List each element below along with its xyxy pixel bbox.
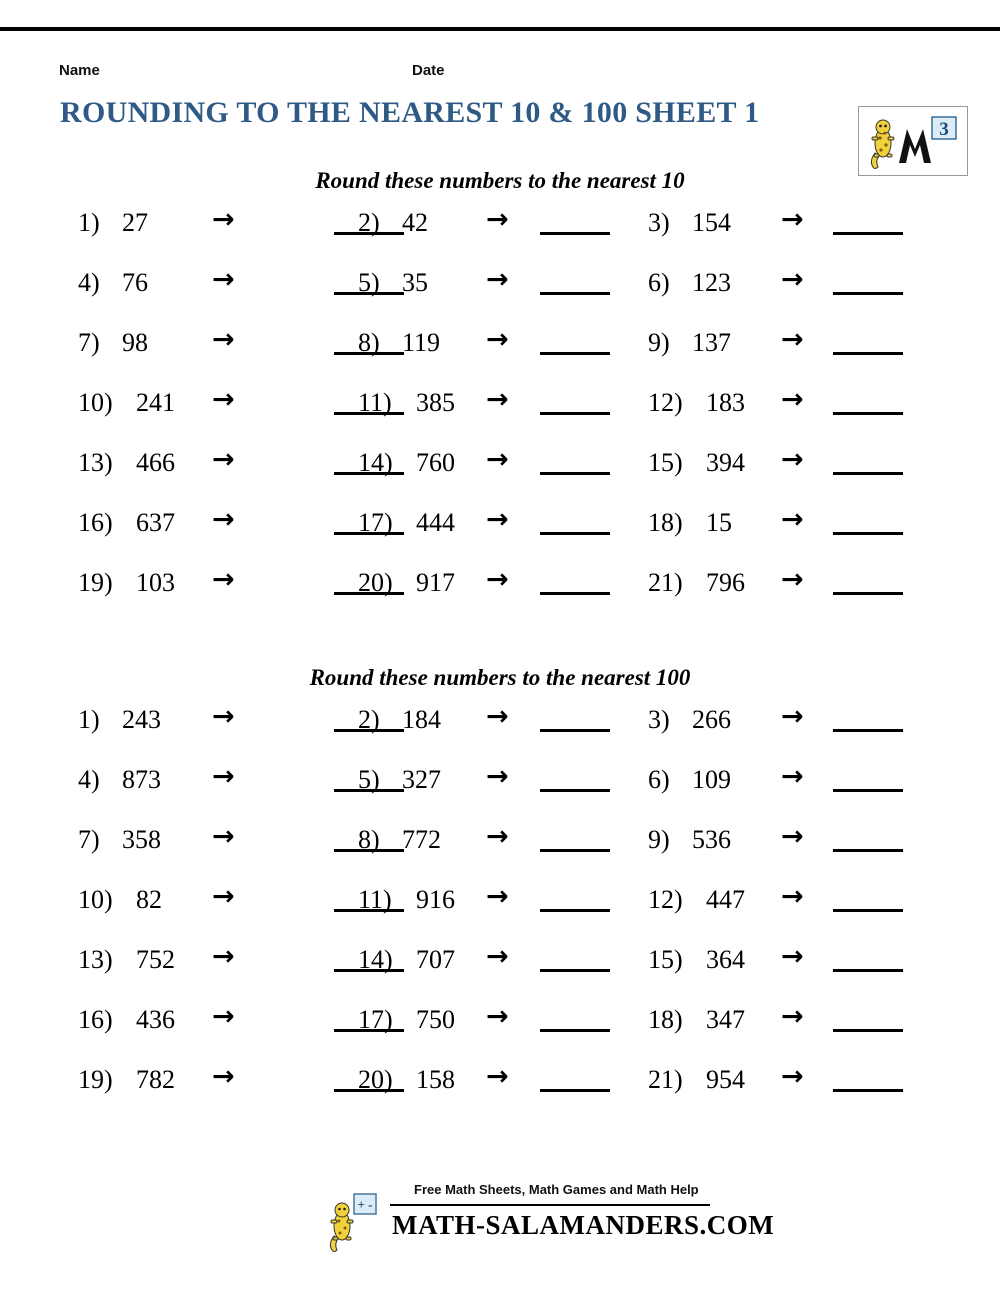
question-text: 3) xyxy=(648,705,670,734)
arrow-icon: → xyxy=(781,324,804,355)
question-value: 750 xyxy=(416,1005,455,1034)
question-value: 103 xyxy=(136,568,175,597)
arrow-icon: → xyxy=(486,204,509,235)
footer-tagline: Free Math Sheets, Math Games and Math Help xyxy=(414,1182,699,1197)
question-value: 15 xyxy=(706,508,732,537)
arrow-icon: → xyxy=(486,384,509,415)
arrow-icon: → xyxy=(781,1061,804,1092)
table-row xyxy=(0,562,1000,622)
question-value: 364 xyxy=(706,945,745,974)
table-row xyxy=(0,879,1000,939)
question-value: 123 xyxy=(692,268,731,297)
arrow-icon: → xyxy=(212,1001,235,1032)
math-salamanders-logo-icon xyxy=(859,107,965,173)
question-text: 21) xyxy=(648,1065,683,1094)
table-row xyxy=(0,999,1000,1059)
question-text: 10) xyxy=(78,885,113,914)
answer-blank[interactable] xyxy=(540,592,610,595)
arrow-icon: → xyxy=(212,504,235,535)
arrow-icon: → xyxy=(781,384,804,415)
section-title: Round these numbers to the nearest 100 xyxy=(309,665,691,690)
answer-blank[interactable] xyxy=(833,1029,903,1032)
date-label: Date xyxy=(412,62,445,79)
question-item xyxy=(358,262,658,322)
arrow-icon: → xyxy=(212,204,235,235)
svg-text:+ -: + - xyxy=(357,1197,373,1212)
question-text: 13) xyxy=(78,448,113,477)
question-item xyxy=(648,819,968,879)
page-title: ROUNDING TO THE NEAREST 10 & 100 SHEET 1 xyxy=(60,96,760,129)
question-value: 243 xyxy=(122,705,161,734)
question-text: 17) xyxy=(358,1005,393,1034)
arrow-icon: → xyxy=(212,384,235,415)
table-row xyxy=(0,819,1000,879)
question-value: 447 xyxy=(706,885,745,914)
question-item xyxy=(78,999,378,1059)
top-divider xyxy=(0,27,1000,31)
question-text: 19) xyxy=(78,1065,113,1094)
question-value: 76 xyxy=(122,268,148,297)
question-text: 20) xyxy=(358,568,393,597)
table-row xyxy=(0,262,1000,322)
question-item xyxy=(358,442,658,502)
question-text: 4) xyxy=(78,765,100,794)
question-item xyxy=(358,759,658,819)
answer-blank[interactable] xyxy=(833,909,903,912)
question-item xyxy=(78,939,378,999)
question-text: 14) xyxy=(358,945,393,974)
answer-blank[interactable] xyxy=(833,1089,903,1092)
question-item xyxy=(648,1059,968,1119)
arrow-icon: → xyxy=(486,941,509,972)
question-item xyxy=(648,502,968,562)
question-text: 18) xyxy=(648,1005,683,1034)
question-text: 8) xyxy=(358,825,380,854)
worksheet-footer xyxy=(0,1178,1000,1268)
question-value: 241 xyxy=(136,388,175,417)
math-salamanders-logo-icon xyxy=(322,1186,392,1256)
question-text: 9) xyxy=(648,328,670,357)
question-value: 760 xyxy=(416,448,455,477)
arrow-icon: → xyxy=(486,564,509,595)
arrow-icon: → xyxy=(781,941,804,972)
arrow-icon: → xyxy=(212,821,235,852)
question-text: 15) xyxy=(648,448,683,477)
table-row xyxy=(0,202,1000,262)
question-text: 15) xyxy=(648,945,683,974)
answer-blank[interactable] xyxy=(540,1029,610,1032)
question-item xyxy=(358,382,658,442)
name-label: Name xyxy=(59,62,100,79)
question-value: 782 xyxy=(136,1065,175,1094)
question-item xyxy=(358,999,658,1059)
table-row xyxy=(0,699,1000,759)
question-value: 444 xyxy=(416,508,455,537)
arrow-icon: → xyxy=(781,204,804,235)
question-text: 19) xyxy=(78,568,113,597)
question-value: 137 xyxy=(692,328,731,357)
question-text: 9) xyxy=(648,825,670,854)
answer-blank[interactable] xyxy=(833,232,903,235)
question-value: 27 xyxy=(122,208,148,237)
question-item xyxy=(358,699,658,759)
question-item xyxy=(358,322,658,382)
arrow-icon: → xyxy=(781,1001,804,1032)
question-item xyxy=(648,999,968,1059)
question-item xyxy=(358,819,658,879)
answer-blank[interactable] xyxy=(833,352,903,355)
question-value: 954 xyxy=(706,1065,745,1094)
question-text: 3) xyxy=(648,208,670,237)
question-item xyxy=(78,202,378,262)
answer-blank[interactable] xyxy=(540,849,610,852)
question-value: 42 xyxy=(402,208,428,237)
answer-blank[interactable] xyxy=(540,789,610,792)
question-text: 2) xyxy=(358,705,380,734)
arrow-icon: → xyxy=(486,1001,509,1032)
table-row xyxy=(0,442,1000,502)
answer-blank[interactable] xyxy=(833,789,903,792)
question-text: 10) xyxy=(78,388,113,417)
question-text: 8) xyxy=(358,328,380,357)
answer-blank[interactable] xyxy=(833,849,903,852)
question-item xyxy=(78,1059,378,1119)
question-item xyxy=(358,939,658,999)
question-value: 35 xyxy=(402,268,428,297)
arrow-icon: → xyxy=(486,324,509,355)
question-value: 536 xyxy=(692,825,731,854)
section-title: Round these numbers to the nearest 10 xyxy=(315,168,685,193)
arrow-icon: → xyxy=(781,881,804,912)
question-value: 873 xyxy=(122,765,161,794)
table-row xyxy=(0,502,1000,562)
question-item xyxy=(648,442,968,502)
arrow-icon: → xyxy=(781,264,804,295)
question-text: 7) xyxy=(78,328,100,357)
answer-blank[interactable] xyxy=(540,969,610,972)
arrow-icon: → xyxy=(486,264,509,295)
arrow-icon: → xyxy=(486,701,509,732)
question-item xyxy=(648,939,968,999)
answer-blank[interactable] xyxy=(540,292,610,295)
svg-text:3: 3 xyxy=(939,119,949,140)
question-value: 637 xyxy=(136,508,175,537)
question-item xyxy=(78,879,378,939)
question-value: 327 xyxy=(402,765,441,794)
question-item xyxy=(648,262,968,322)
question-text: 12) xyxy=(648,388,683,417)
answer-blank[interactable] xyxy=(833,292,903,295)
question-value: 109 xyxy=(692,765,731,794)
question-text: 14) xyxy=(358,448,393,477)
question-text: 11) xyxy=(358,885,392,914)
question-value: 119 xyxy=(402,328,441,357)
question-value: 82 xyxy=(136,885,162,914)
question-text: 2) xyxy=(358,208,380,237)
question-item xyxy=(78,699,378,759)
arrow-icon: → xyxy=(212,941,235,972)
question-rows xyxy=(0,699,1000,1119)
arrow-icon: → xyxy=(781,701,804,732)
question-text: 5) xyxy=(358,765,380,794)
question-value: 796 xyxy=(706,568,745,597)
question-item xyxy=(648,699,968,759)
question-value: 347 xyxy=(706,1005,745,1034)
footer-brand: MATH-SALAMANDERS.COM xyxy=(392,1210,775,1240)
footer-divider xyxy=(390,1204,710,1206)
question-value: 184 xyxy=(402,705,441,734)
arrow-icon: → xyxy=(781,821,804,852)
question-item xyxy=(78,819,378,879)
arrow-icon: → xyxy=(212,564,235,595)
question-value: 916 xyxy=(416,885,455,914)
answer-blank[interactable] xyxy=(540,412,610,415)
question-item xyxy=(648,382,968,442)
question-text: 4) xyxy=(78,268,100,297)
arrow-icon: → xyxy=(486,1061,509,1092)
arrow-icon: → xyxy=(781,444,804,475)
answer-blank[interactable] xyxy=(540,532,610,535)
question-value: 772 xyxy=(402,825,441,854)
table-row xyxy=(0,382,1000,442)
question-text: 11) xyxy=(358,388,392,417)
question-text: 21) xyxy=(648,568,683,597)
question-text: 16) xyxy=(78,1005,113,1034)
question-value: 385 xyxy=(416,388,455,417)
answer-blank[interactable] xyxy=(540,232,610,235)
table-row xyxy=(0,322,1000,382)
arrow-icon: → xyxy=(781,504,804,535)
question-text: 5) xyxy=(358,268,380,297)
answer-blank[interactable] xyxy=(833,729,903,732)
question-text: 7) xyxy=(78,825,100,854)
question-text: 12) xyxy=(648,885,683,914)
question-value: 917 xyxy=(416,568,455,597)
arrow-icon: → xyxy=(486,881,509,912)
answer-blank[interactable] xyxy=(833,472,903,475)
question-item xyxy=(358,562,658,622)
arrow-icon: → xyxy=(212,701,235,732)
question-text: 13) xyxy=(78,945,113,974)
answer-blank[interactable] xyxy=(540,909,610,912)
question-value: 707 xyxy=(416,945,455,974)
answer-blank[interactable] xyxy=(833,592,903,595)
answer-blank[interactable] xyxy=(540,472,610,475)
footer-brand-block xyxy=(322,1178,775,1268)
question-rows xyxy=(0,202,1000,622)
question-item xyxy=(358,879,658,939)
worksheet-header xyxy=(0,48,1000,158)
question-text: 6) xyxy=(648,268,670,297)
table-row xyxy=(0,759,1000,819)
question-item xyxy=(78,322,378,382)
answer-blank[interactable] xyxy=(833,412,903,415)
answer-blank[interactable] xyxy=(540,1089,610,1092)
grade-badge xyxy=(858,106,968,176)
question-value: 98 xyxy=(122,328,148,357)
question-item xyxy=(78,262,378,322)
question-value: 183 xyxy=(706,388,745,417)
arrow-icon: → xyxy=(781,761,804,792)
arrow-icon: → xyxy=(212,761,235,792)
question-item xyxy=(648,562,968,622)
question-item xyxy=(78,442,378,502)
question-text: 6) xyxy=(648,765,670,794)
question-value: 752 xyxy=(136,945,175,974)
arrow-icon: → xyxy=(486,444,509,475)
question-item xyxy=(78,759,378,819)
question-value: 358 xyxy=(122,825,161,854)
question-text: 18) xyxy=(648,508,683,537)
question-text: 16) xyxy=(78,508,113,537)
question-value: 154 xyxy=(692,208,731,237)
question-text: 20) xyxy=(358,1065,393,1094)
question-value: 394 xyxy=(706,448,745,477)
question-text: 1) xyxy=(78,705,100,734)
question-item xyxy=(78,502,378,562)
answer-blank[interactable] xyxy=(540,729,610,732)
question-value: 266 xyxy=(692,705,731,734)
question-item xyxy=(78,382,378,442)
question-item xyxy=(358,202,658,262)
question-item xyxy=(648,879,968,939)
question-text: 1) xyxy=(78,208,100,237)
arrow-icon: → xyxy=(486,821,509,852)
question-item xyxy=(648,759,968,819)
answer-blank[interactable] xyxy=(833,969,903,972)
arrow-icon: → xyxy=(486,504,509,535)
arrow-icon: → xyxy=(781,564,804,595)
arrow-icon: → xyxy=(212,444,235,475)
table-row xyxy=(0,939,1000,999)
question-value: 466 xyxy=(136,448,175,477)
answer-blank[interactable] xyxy=(540,352,610,355)
question-value: 158 xyxy=(416,1065,455,1094)
table-row xyxy=(0,1059,1000,1119)
question-value: 436 xyxy=(136,1005,175,1034)
arrow-icon: → xyxy=(212,264,235,295)
question-item xyxy=(358,502,658,562)
question-item xyxy=(358,1059,658,1119)
answer-blank[interactable] xyxy=(833,532,903,535)
arrow-icon: → xyxy=(486,761,509,792)
arrow-icon: → xyxy=(212,324,235,355)
question-text: 17) xyxy=(358,508,393,537)
question-item xyxy=(78,562,378,622)
arrow-icon: → xyxy=(212,1061,235,1092)
question-item xyxy=(648,202,968,262)
arrow-icon: → xyxy=(212,881,235,912)
question-item xyxy=(648,322,968,382)
